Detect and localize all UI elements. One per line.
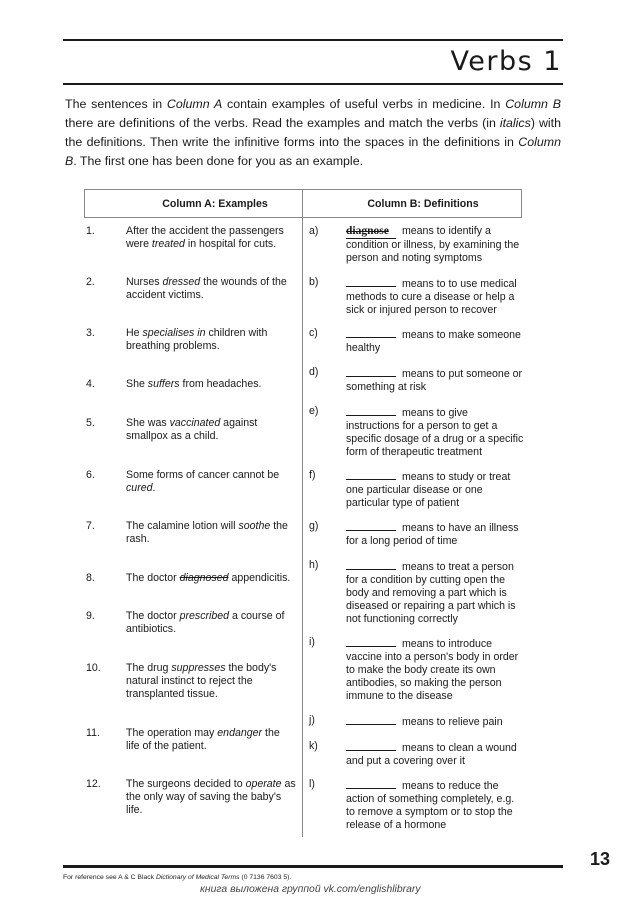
example-sentence: The calamine lotion will soothe the rash. <box>126 520 288 545</box>
example-verb: operate <box>245 778 282 790</box>
definition-text: diagnose means to identify a condition or illness, by examining the person and noting symptoms <box>346 225 520 264</box>
example-verb: dressed <box>162 276 201 288</box>
example-sentence: The doctor prescribed a course of antibiotics. <box>126 610 285 635</box>
definition-text: means to clean a wound and put a covering over it <box>346 742 517 767</box>
answer-blank[interactable] <box>346 740 396 751</box>
definition-text: means to study or treat one particular disease or one particular type of patient <box>346 471 511 509</box>
example-sentence: He specialises in children with breathing problems. <box>126 327 268 352</box>
example-number: 3. <box>86 327 95 339</box>
example-sentence: She suffers from headaches. <box>126 378 262 390</box>
answer-blank[interactable] <box>346 405 396 416</box>
answer-blank[interactable] <box>346 778 396 789</box>
answer-blank[interactable] <box>346 714 396 725</box>
answer-blank[interactable] <box>346 520 396 531</box>
definition-letter: a) <box>309 225 319 237</box>
definition-letter: f) <box>309 469 316 481</box>
example-verb: prescribed <box>179 610 230 622</box>
answer-blank[interactable] <box>346 559 396 570</box>
page-title: Verbs 1 <box>450 46 562 77</box>
example-verb: suffers <box>147 378 180 390</box>
example-verb: soothe <box>238 520 271 532</box>
definition-text: means to give instructions for a person to get a specific dosage of a drug or a specific form of therapeutic treatment <box>346 407 524 458</box>
example-number: 10. <box>86 662 101 674</box>
definition-letter: h) <box>309 559 319 571</box>
table-header <box>84 189 522 218</box>
example-number: 2. <box>86 276 95 288</box>
example-number: 12. <box>86 778 101 790</box>
definition-text: means to reduce the action of something completely, e.g. to remove a symptom or to stop the release of a hormone <box>346 780 515 831</box>
example-sentence: Nurses dressed the wounds of the accident victims. <box>126 276 287 301</box>
definition-text: means to treat a person for a condition by cutting open the body and removing a part which is diseased or repairing a part which is not functioning correctly <box>346 561 516 625</box>
example-number: 8. <box>86 572 95 584</box>
example-number: 6. <box>86 469 95 481</box>
example-number: 1. <box>86 225 95 237</box>
example-verb: suppresses <box>171 662 226 674</box>
definition-letter: b) <box>309 276 319 288</box>
example-verb: specialises in <box>142 327 206 339</box>
answer-blank[interactable] <box>346 366 396 377</box>
reference-footnote: For reference see A & C Black Dictionary of Medical Terms (0 7136 7603 5). <box>63 874 292 881</box>
example-sentence: The surgeons decided to operate as the only way of saving the baby's life. <box>126 778 296 816</box>
example-verb: treated <box>151 238 185 250</box>
answer-blank[interactable] <box>346 469 396 480</box>
example-number: 7. <box>86 520 95 532</box>
definition-letter: c) <box>309 327 318 339</box>
definition-letter: k) <box>309 740 318 752</box>
bottom-rule <box>63 865 563 868</box>
definition-text: means to make someone healthy <box>346 329 521 354</box>
definition-letter: e) <box>309 405 319 417</box>
example-number: 4. <box>86 378 95 390</box>
example-sentence: She was vaccinated against smallpox as a child. <box>126 417 258 442</box>
answer-blank[interactable] <box>346 276 396 287</box>
example-number: 11. <box>86 727 100 739</box>
page-number: 13 <box>590 849 611 869</box>
title-rule <box>63 83 563 85</box>
example-sentence: Some forms of cancer cannot be cured. <box>126 469 280 494</box>
definition-letter: i) <box>309 636 315 648</box>
column-b-header: Column B: Definitions <box>367 198 479 210</box>
watermark-credit: книга выложена группой vk.com/englishlibrary <box>200 884 421 895</box>
definition-letter: l) <box>309 778 315 790</box>
definition-text: means to relieve pain <box>346 714 524 729</box>
example-number: 9. <box>86 610 95 622</box>
answer-blank[interactable] <box>346 327 396 338</box>
column-a-header: Column A: Examples <box>162 198 268 210</box>
example-sentence: After the accident the passengers were treated in hospital for cuts. <box>126 225 284 250</box>
example-sentence: The operation may endanger the life of the patient. <box>126 727 280 752</box>
definition-text: means to have an illness for a long period of time <box>346 522 519 547</box>
example-verb: cured <box>126 482 153 494</box>
example-sentence: The drug suppresses the body's natural instinct to reject the transplanted tissue. <box>126 662 277 700</box>
top-rule <box>63 39 563 41</box>
column-divider <box>302 189 303 837</box>
definition-text: means to put someone or something at risk <box>346 368 523 393</box>
definition-letter: j) <box>309 714 315 726</box>
example-number: 5. <box>86 417 95 429</box>
example-verb: vaccinated <box>169 417 221 429</box>
example-sentence: The doctor diagnosed appendicitis. <box>126 572 291 584</box>
definition-letter: d) <box>309 366 319 378</box>
example-verb-crossed-out: diagnosed <box>179 572 229 584</box>
example-verb: endanger <box>217 727 263 739</box>
definition-letter: g) <box>309 520 319 532</box>
answer-filled: diagnose <box>346 225 396 239</box>
definition-text: means to to use medical methods to cure a disease or help a sick or injured person to recover <box>346 278 517 316</box>
definition-text: means to introduce vaccine into a person's body in order to make the body create its own antibodies, so making the person immune to the disease <box>346 638 519 702</box>
instructions-paragraph: The sentences in Column A contain examples of useful verbs in medicine. In Column B there are definitions of the verbs. Read the examples and match the verbs (in italics) with the definitions. Then write the infinitive forms into the spaces in the definitions in Column B. The first one has been done for you as an example. <box>65 97 562 168</box>
answer-blank[interactable] <box>346 636 396 647</box>
